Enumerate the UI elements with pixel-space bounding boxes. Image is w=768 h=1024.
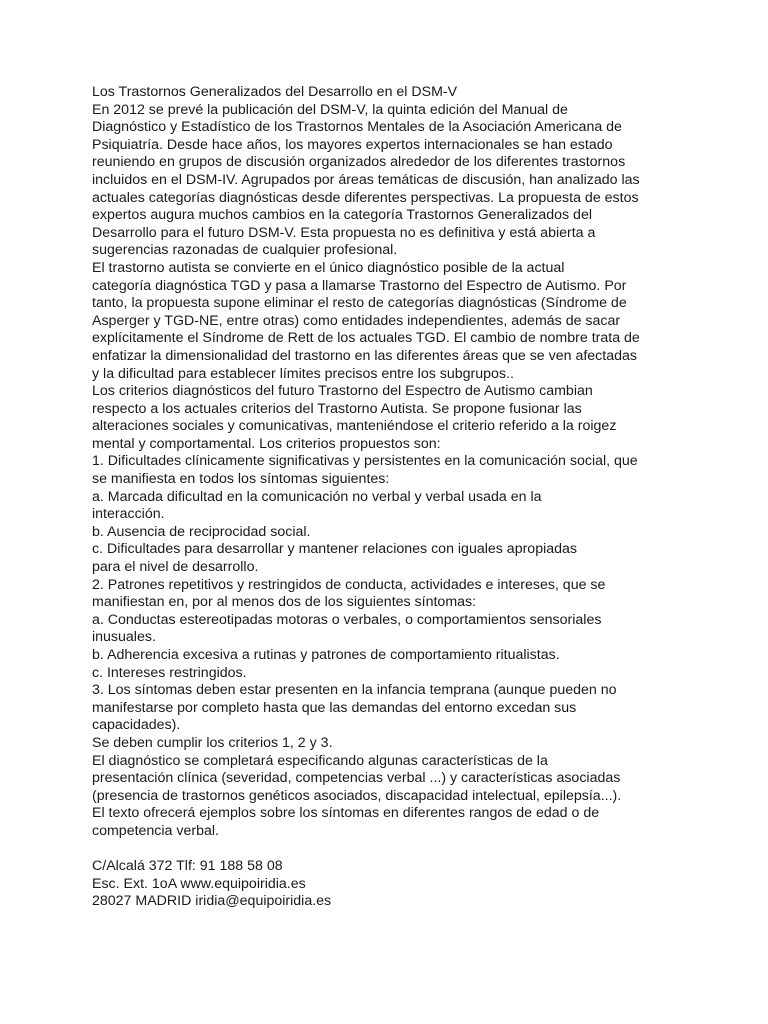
body-line: reuniendo en grupos de discusión organizados alrededor de los diferentes trastornos (92, 154, 626, 171)
body-line: inusuales. (92, 629, 156, 646)
body-line: En 2012 se prevé la publicación del DSM-V, la quinta edición del Manual de (92, 101, 568, 118)
body-line: 1. Dificultades clínicamente significativas y persistentes en la comunicación social, que (92, 453, 638, 470)
body-line: Psiquiatría. Desde hace años, los mayores expertos internacionales se han estado (92, 136, 613, 153)
body-line: alteraciones sociales y comunicativas, manteniéndose el criterio referido a la roigez (92, 418, 617, 435)
body-line: Se deben cumplir los criterios 1, 2 y 3. (92, 734, 333, 751)
body-line: 2. Patrones repetitivos y restringidos de conducta, actividades e intereses, que se (92, 576, 606, 593)
body-line: incluidos en el DSM-IV. Agrupados por áreas temáticas de discusión, han analizado las (92, 171, 640, 188)
body-line: a. Conductas estereotipadas motoras o verbales, o comportamientos sensoriales (92, 611, 602, 628)
body-line: capacidades). (92, 717, 181, 734)
body-line: b. Adherencia excesiva a rutinas y patrones de comportamiento ritualistas. (92, 647, 560, 663)
document-body (92, 102, 692, 841)
body-line: presentación clínica (severidad, competencias verbal ...) y características asociadas (92, 770, 621, 787)
body-line: expertos augura muchos cambios en la categoría Trastornos Generalizados del (92, 207, 592, 224)
body-line: a. Marcada dificultad en la comunicación no verbal y verbal usada en la (92, 488, 542, 505)
body-line: mental y comportamental. Los criterios propuestos son: (92, 435, 441, 452)
body-line: Diagnóstico y Estadístico de los Trastornos Mentales de la Asociación Americana de (92, 119, 622, 136)
contact-block (92, 858, 692, 911)
body-line: para el nivel de desarrollo. (92, 559, 259, 576)
body-line: Los criterios diagnósticos del futuro Trastorno del Espectro de Autismo cambian (92, 383, 593, 400)
body-line: (presencia de trastornos genéticos asociados, discapacidad intelectual, epilepsía...). (92, 787, 622, 804)
body-line: interacción. (92, 506, 165, 523)
body-line: manifiestan en, por al menos dos de los siguientes síntomas: (92, 594, 477, 611)
body-line: actuales categorías diagnósticas desde diferentes perspectivas. La propuesta de estos (92, 189, 639, 206)
body-line: El texto ofrecerá ejemplos sobre los síntomas en diferentes rangos de edad o de (92, 805, 600, 822)
body-line: manifestarse por completo hasta que las demandas del entorno excedan sus (92, 699, 577, 716)
body-line: El diagnóstico se completará especificando algunas características de la (92, 752, 548, 769)
body-line: competencia verbal. (92, 822, 219, 839)
spacer (92, 841, 692, 859)
body-line: categoría diagnóstica TGD y pasa a llamarse Trastorno del Espectro de Autismo. Por (92, 277, 627, 294)
body-line: enfatizar la dimensionalidad del trastorno en las diferentes áreas que se ven afectadas (92, 347, 637, 364)
body-line: tanto, la propuesta supone eliminar el resto de categorías diagnósticas (Síndrome de (92, 295, 627, 312)
body-line: explícitamente el Síndrome de Rett de los actuales TGD. El cambio de nombre trata de (92, 330, 640, 347)
body-line: El trastorno autista se convierte en el único diagnóstico posible de la actual (92, 259, 565, 276)
body-line: Asperger y TGD-NE, entre otras) como entidades independientes, además de sacar (92, 312, 621, 329)
body-line: 3. Los síntomas deben estar presenten en la infancia temprana (aunque pueden no (92, 682, 617, 699)
body-line: sugerencias razonadas de cualquier profesional. (92, 242, 398, 259)
body-line: b. Ausencia de reciprocidad social. (92, 523, 311, 540)
body-line: c. Intereses restringidos. (92, 664, 247, 681)
document-title: Los Trastornos Generalizados del Desarrollo en el DSM-V (92, 84, 458, 100)
body-line: Desarrollo para el futuro DSM-V. Esta propuesta no es definitiva y está abierta a (92, 224, 596, 241)
contact-address-website: Esc. Ext. 1oA www.equipoiridia.es (92, 875, 306, 892)
body-line: respecto a los actuales criterios del Trastorno Autista. Se propone fusionar las (92, 400, 582, 417)
body-line: c. Dificultades para desarrollar y mantener relaciones con iguales apropiadas (92, 541, 578, 558)
body-line: y la dificultad para establecer límites precisos entre los subgrupos.. (92, 365, 514, 382)
contact-city-email: 28027 MADRID iridia@equipoiridia.es (92, 893, 332, 910)
body-line: se manifiesta en todos los síntomas siguientes: (92, 471, 390, 488)
contact-address-phone: C/Alcalá 372 Tlf: 91 188 58 08 (92, 858, 283, 875)
document-page (92, 84, 692, 911)
